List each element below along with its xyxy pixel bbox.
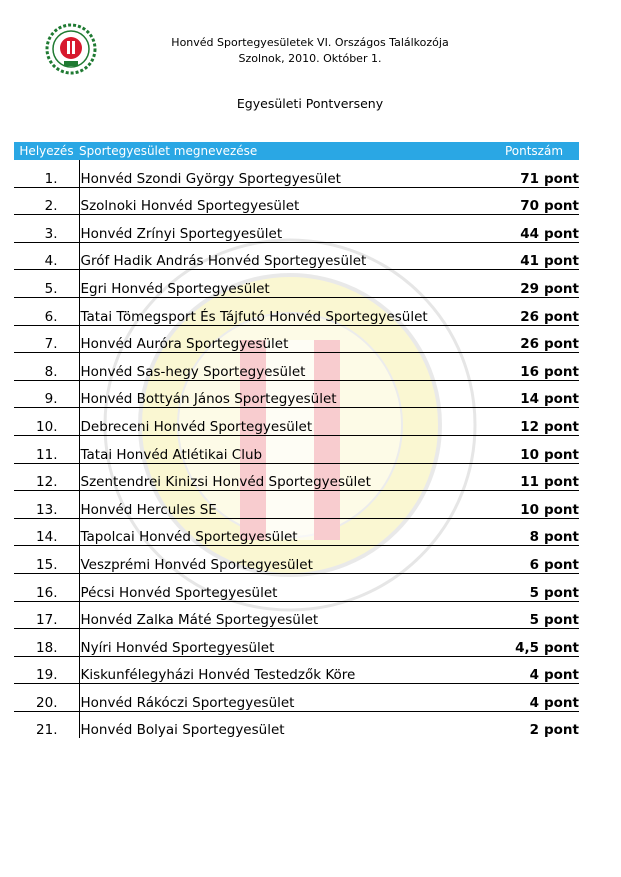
points-unit: pont xyxy=(543,722,579,739)
club-name-cell: Veszprémi Honvéd Sportegyesület xyxy=(79,546,489,574)
rank-cell: 6. xyxy=(14,297,79,325)
points-value: 70 xyxy=(520,198,539,215)
table-row xyxy=(14,187,579,215)
points-unit: pont xyxy=(543,198,579,215)
club-name-cell: Honvéd Zalka Máté Sportegyesület xyxy=(79,601,489,629)
rank-cell: 15. xyxy=(14,546,79,574)
table-row xyxy=(14,160,579,187)
points-cell xyxy=(489,187,579,215)
table-row xyxy=(14,629,579,657)
table-row xyxy=(14,215,579,243)
points-value: 11 xyxy=(520,474,539,491)
points-value: 12 xyxy=(520,418,539,435)
points-value: 4 xyxy=(529,694,539,711)
column-header-club: Sportegyesület megnevezése xyxy=(79,142,489,160)
points-value: 29 xyxy=(520,280,539,297)
club-name-cell: Tatai Honvéd Atlétikai Club xyxy=(79,435,489,463)
points-cell xyxy=(489,491,579,519)
rank-cell: 21. xyxy=(36,722,58,739)
points-unit: pont xyxy=(543,308,579,325)
rank-cell: 3. xyxy=(14,215,79,243)
points-value: 14 xyxy=(520,391,539,408)
event-name: Honvéd Sportegyesületek VI. Országos Találkozója xyxy=(171,36,449,49)
points-unit: pont xyxy=(543,694,579,711)
points-cell xyxy=(489,297,579,325)
points-cell xyxy=(489,656,579,684)
rank-cell: 18. xyxy=(14,629,79,657)
club-name-cell: Honvéd Bottyán János Sportegyesület xyxy=(79,380,489,408)
rank-cell: 12. xyxy=(14,463,79,491)
event-date-place: Szolnok, 2010. Október 1. xyxy=(238,52,382,65)
points-unit: pont xyxy=(543,280,579,297)
points-value: 10 xyxy=(520,501,539,518)
club-name-cell: Honvéd Zrínyi Sportegyesület xyxy=(79,215,489,243)
rank-cell: 4. xyxy=(14,242,79,270)
points-value: 8 xyxy=(529,529,539,546)
table-row xyxy=(14,684,579,712)
points-value: 2 xyxy=(529,722,539,739)
club-name-cell: Szolnoki Honvéd Sportegyesület xyxy=(79,187,489,215)
table-row xyxy=(14,380,579,408)
table-row xyxy=(14,242,579,270)
table-row xyxy=(14,270,579,298)
points-cell xyxy=(489,160,579,187)
rank-cell: 19. xyxy=(14,656,79,684)
points-unit: pont xyxy=(543,391,579,408)
table-row xyxy=(14,325,579,353)
rank-cell: 14. xyxy=(14,518,79,546)
points-cell xyxy=(489,408,579,436)
table-row xyxy=(14,435,579,463)
points-cell xyxy=(489,601,579,629)
club-name-cell: Szentendrei Kinizsi Honvéd Sportegyesület xyxy=(79,463,489,491)
points-value: 41 xyxy=(520,253,539,270)
points-unit: pont xyxy=(543,501,579,518)
points-unit: pont xyxy=(543,170,579,187)
table-row xyxy=(14,656,579,684)
table-row xyxy=(14,518,579,546)
points-value: 26 xyxy=(520,336,539,353)
club-name-cell: Egri Honvéd Sportegyesület xyxy=(79,270,489,298)
table-row xyxy=(14,297,579,325)
points-value: 4,5 xyxy=(515,639,539,656)
points-value: 4 xyxy=(529,667,539,684)
table-row xyxy=(14,408,579,436)
rank-cell: 9. xyxy=(14,380,79,408)
points-unit: pont xyxy=(543,418,579,435)
club-name-cell: Tatai Tömegsport És Tájfutó Honvéd Sportegyesület xyxy=(79,297,489,325)
rank-cell: 8. xyxy=(14,353,79,381)
table-row xyxy=(14,573,579,601)
points-unit: pont xyxy=(543,225,579,242)
club-name-cell: Honvéd Bolyai Sportegyesület xyxy=(79,711,489,738)
rank-cell: 7. xyxy=(14,325,79,353)
page-title: Egyesületi Pontverseny xyxy=(236,96,384,111)
points-unit: pont xyxy=(543,556,579,573)
rank-cell: 2. xyxy=(14,187,79,215)
table-header-row xyxy=(14,142,579,160)
points-cell xyxy=(489,380,579,408)
column-header-points: Pontszám xyxy=(489,142,579,160)
points-unit: pont xyxy=(543,612,579,629)
points-value: 5 xyxy=(529,584,539,601)
points-unit: pont xyxy=(543,667,579,684)
points-cell xyxy=(489,270,579,298)
club-name-cell: Pécsi Honvéd Sportegyesület xyxy=(79,573,489,601)
rank-cell: 5. xyxy=(14,270,79,298)
table-row xyxy=(14,546,579,574)
table-row xyxy=(14,353,579,381)
table-row xyxy=(14,601,579,629)
points-cell xyxy=(489,435,579,463)
points-value: 6 xyxy=(529,556,539,573)
club-name-cell: Honvéd Sas-hegy Sportegyesület xyxy=(79,353,489,381)
points-cell xyxy=(489,353,579,381)
points-unit: pont xyxy=(543,363,579,380)
column-header-rank: Helyezés xyxy=(14,142,79,160)
club-name-cell: Debreceni Honvéd Sportegyesület xyxy=(79,408,489,436)
points-cell xyxy=(489,215,579,243)
club-name-cell: Honvéd Hercules SE xyxy=(79,491,489,519)
points-value: 71 xyxy=(520,170,539,187)
points-unit: pont xyxy=(543,639,579,656)
points-value: 10 xyxy=(520,446,539,463)
points-cell xyxy=(489,573,579,601)
points-cell xyxy=(489,546,579,574)
club-name-cell: Tapolcai Honvéd Sportegyesület xyxy=(79,518,489,546)
table-row xyxy=(14,491,579,519)
rank-cell: 20. xyxy=(14,684,79,712)
points-unit: pont xyxy=(543,474,579,491)
rank-cell: 16. xyxy=(14,573,79,601)
points-cell xyxy=(489,629,579,657)
points-cell xyxy=(489,325,579,353)
rank-cell: 10. xyxy=(14,408,79,436)
points-cell xyxy=(489,711,579,738)
table-row xyxy=(14,463,579,491)
rank-cell: 1. xyxy=(14,160,79,187)
points-cell xyxy=(489,518,579,546)
club-name-cell: Nyíri Honvéd Sportegyesület xyxy=(79,629,489,657)
points-unit: pont xyxy=(543,584,579,601)
points-value: 16 xyxy=(520,363,539,380)
club-name-cell: Kiskunfélegyházi Honvéd Testedzők Köre xyxy=(79,656,489,684)
rank-cell: 11. xyxy=(14,435,79,463)
points-value: 26 xyxy=(520,308,539,325)
results-table xyxy=(14,142,579,738)
points-cell xyxy=(489,463,579,491)
club-name-cell: Honvéd Auróra Sportegyesület xyxy=(79,325,489,353)
points-unit: pont xyxy=(543,529,579,546)
points-cell xyxy=(489,242,579,270)
points-unit: pont xyxy=(543,253,579,270)
points-unit: pont xyxy=(543,446,579,463)
club-name-cell: Honvéd Rákóczi Sportegyesület xyxy=(79,684,489,712)
table-row xyxy=(14,711,579,738)
club-emblem-icon xyxy=(45,23,97,75)
club-name-cell: Gróf Hadik András Honvéd Sportegyesület xyxy=(79,242,489,270)
rank-cell: 13. xyxy=(14,491,79,519)
rank-cell: 17. xyxy=(14,601,79,629)
points-value: 5 xyxy=(529,612,539,629)
points-unit: pont xyxy=(543,336,579,353)
points-cell xyxy=(489,684,579,712)
club-name-cell: Honvéd Szondi György Sportegyesület xyxy=(79,160,489,187)
points-value: 44 xyxy=(520,225,539,242)
